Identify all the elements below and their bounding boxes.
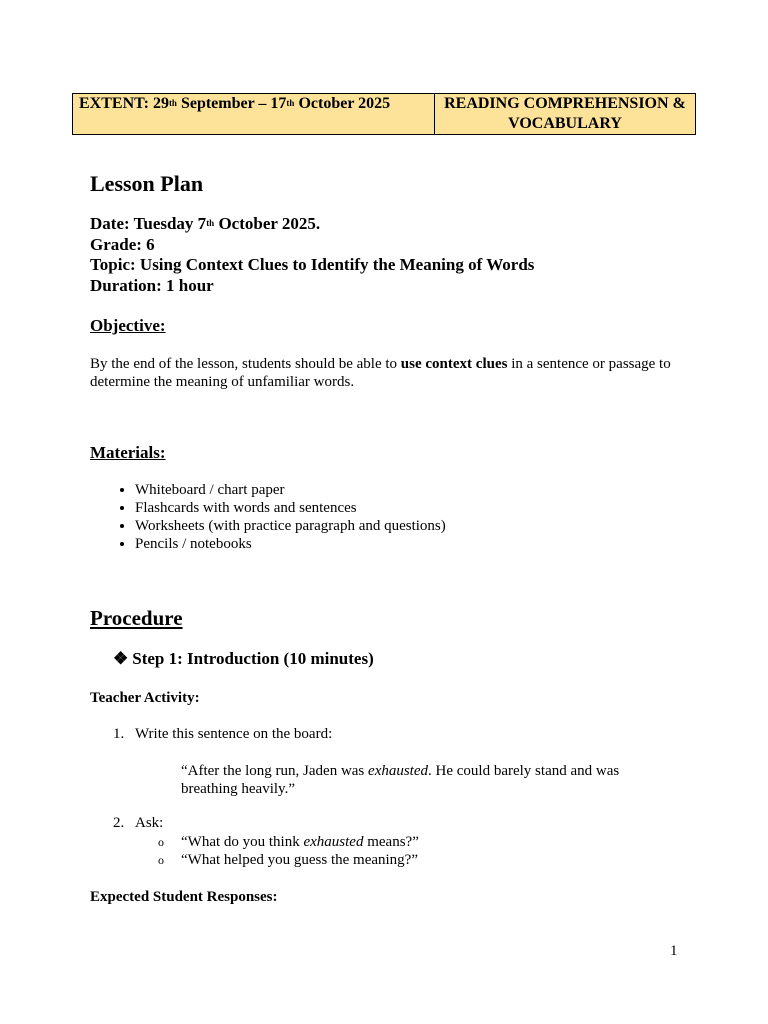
subject-cell: READING COMPREHENSION & VOCABULARY xyxy=(435,94,696,135)
circle-bullet-icon: o xyxy=(158,835,164,849)
materials-heading: Materials: xyxy=(90,443,166,462)
list-item: • Flashcards with words and sentences xyxy=(135,499,446,517)
teacher-activity-label: Teacher Activity: xyxy=(90,690,200,706)
materials-list xyxy=(90,481,446,553)
list-item: o “What helped you guess the meaning?” xyxy=(158,852,418,868)
list-item: • Whiteboard / chart paper xyxy=(135,481,446,499)
page-title: Lesson Plan xyxy=(90,171,204,196)
page-number: 1 xyxy=(670,943,678,959)
step-1-heading: ❖ Step 1: Introduction (10 minutes) xyxy=(113,649,374,668)
example-sentence: “After the long run, Jaden was exhausted. He could barely stand and was breathing heavily.” xyxy=(181,763,620,797)
list-item: • Worksheets (with practice paragraph and questions) xyxy=(135,517,446,535)
objective-text: By the end of the lesson, students should be able to use context clues in a sentence or passage to determine the meaning of unfamiliar words. xyxy=(90,356,671,390)
procedure-heading: Procedure xyxy=(90,606,183,630)
objective-heading: Objective: xyxy=(90,316,166,335)
circle-bullet-icon: o xyxy=(158,853,164,867)
lesson-duration: Duration: 1 hour xyxy=(90,276,214,295)
extent-cell: EXTENT: 29th September – 17th October 2025 xyxy=(73,94,435,135)
lesson-topic: Topic: Using Context Clues to Identify the Meaning of Words xyxy=(90,255,535,274)
list-item: 1. Write this sentence on the board: xyxy=(113,726,333,742)
list-item: 2. Ask: xyxy=(113,815,164,831)
header-table xyxy=(72,93,696,135)
lesson-date: Date: Tuesday 7th October 2025. xyxy=(90,214,321,233)
expected-responses-label: Expected Student Responses: xyxy=(90,889,278,905)
list-item: o “What do you think exhausted means?” xyxy=(158,834,419,850)
diamond-bullet-icon: ❖ xyxy=(113,649,129,668)
list-item: • Pencils / notebooks xyxy=(135,535,446,553)
lesson-grade: Grade: 6 xyxy=(90,235,155,254)
